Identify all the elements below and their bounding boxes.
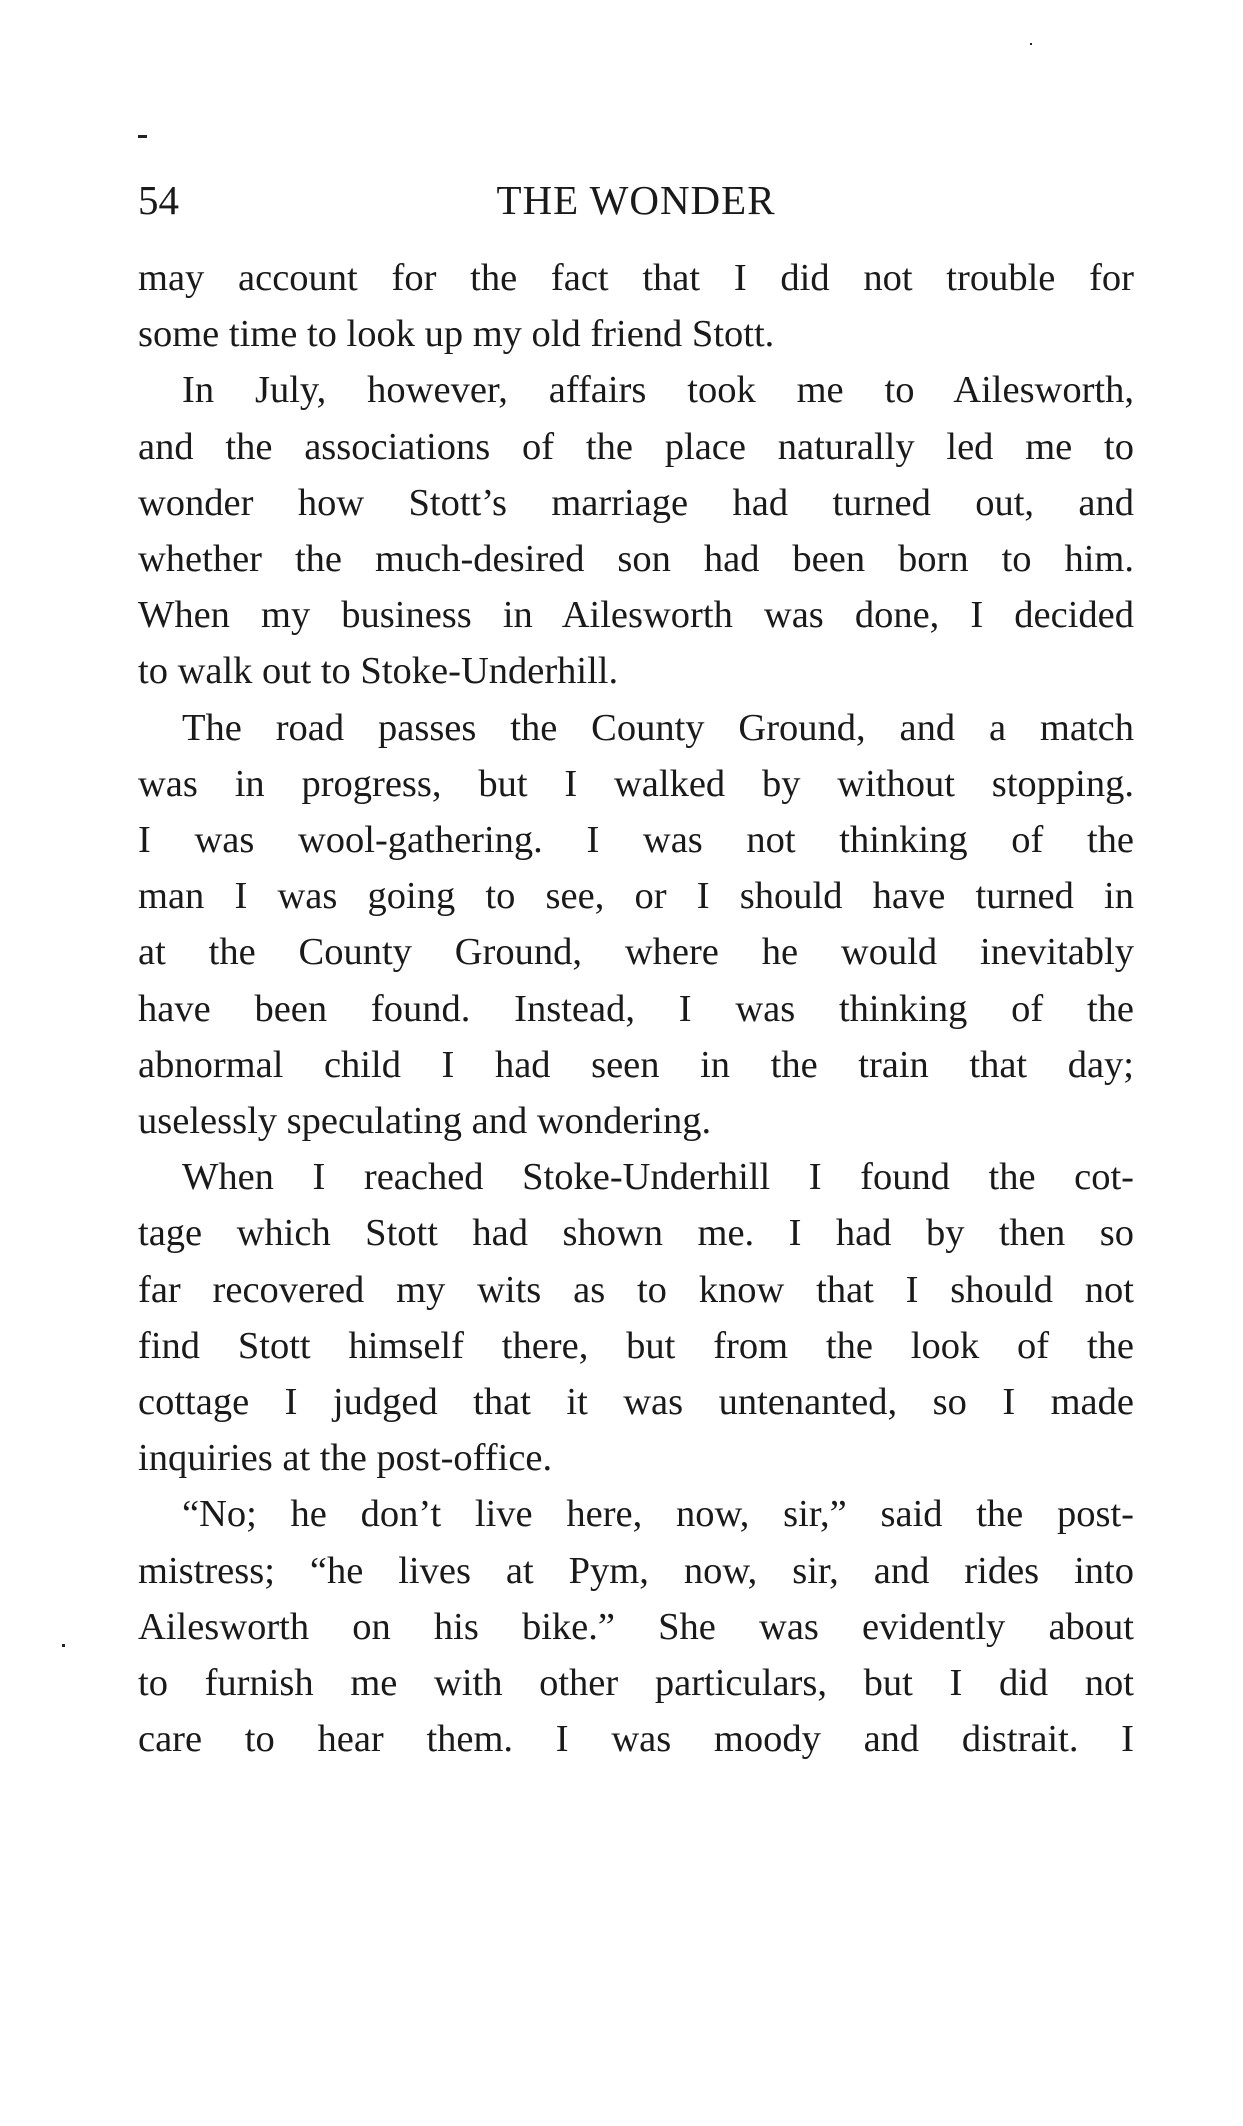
paragraph [138, 1486, 1134, 1767]
text-line: care to hear them. I was moody and distrait. I [138, 1718, 1134, 1761]
text-line: Ailesworth on his bike.” She was evidently about [138, 1605, 1134, 1648]
paragraph [138, 1149, 1134, 1486]
text-line: man I was going to see, or I should have turned in [138, 875, 1134, 918]
text-line: find Stott himself there, but from the look of the [138, 1324, 1134, 1367]
text-line: In July, however, affairs took me to Ailesworth, [182, 369, 1134, 412]
text-line: was in progress, but I walked by without stopping. [138, 762, 1134, 805]
text-line: whether the much-desired son had been born to him. [138, 538, 1134, 581]
text-line: at the County Ground, where he would inevitably [138, 931, 1134, 974]
text-line: may account for the fact that I did not trouble for [138, 257, 1134, 299]
text-line: to walk out to Stoke-Underhill. [138, 650, 619, 693]
body-text [138, 250, 1134, 1767]
text-line: uselessly speculating and wondering. [138, 1100, 712, 1143]
print-speck [1030, 43, 1032, 45]
page-number: 54 [138, 177, 179, 223]
text-line: and the associations of the place naturally led me to [138, 425, 1134, 468]
print-speck [138, 135, 147, 138]
text-line: wonder how Stott’s marriage had turned out, and [138, 481, 1134, 524]
text-line: When I reached Stoke-Underhill I found the cot- [182, 1156, 1134, 1199]
text-line: cottage I judged that it was untenanted, so I made [138, 1381, 1134, 1424]
text-line: far recovered my wits as to know that I should not [138, 1268, 1134, 1311]
page-header [138, 170, 1134, 230]
print-speck [62, 1644, 65, 1647]
paragraph [138, 250, 1134, 362]
paragraph [138, 700, 1134, 1150]
text-line: have been found. Instead, I was thinking of the [138, 987, 1134, 1030]
text-line: I was wool-gathering. I was not thinking of the [138, 819, 1134, 862]
text-line: The road passes the County Ground, and a match [182, 706, 1134, 749]
text-line: to furnish me with other particulars, but I did not [138, 1662, 1134, 1705]
text-line: some time to look up my old friend Stott. [138, 313, 775, 356]
text-line: “No; he don’t live here, now, sir,” said the post- [182, 1493, 1134, 1536]
text-line: tage which Stott had shown me. I had by then so [138, 1212, 1134, 1255]
text-line: inquiries at the post-office. [138, 1437, 553, 1480]
text-line: mistress; “he lives at Pym, now, sir, and rides into [138, 1549, 1134, 1592]
text-line: abnormal child I had seen in the train that day; [138, 1043, 1134, 1086]
text-line: When my business in Ailesworth was done, I decided [138, 594, 1134, 637]
paragraph [138, 362, 1134, 699]
running-title: THE WONDER [496, 177, 776, 223]
